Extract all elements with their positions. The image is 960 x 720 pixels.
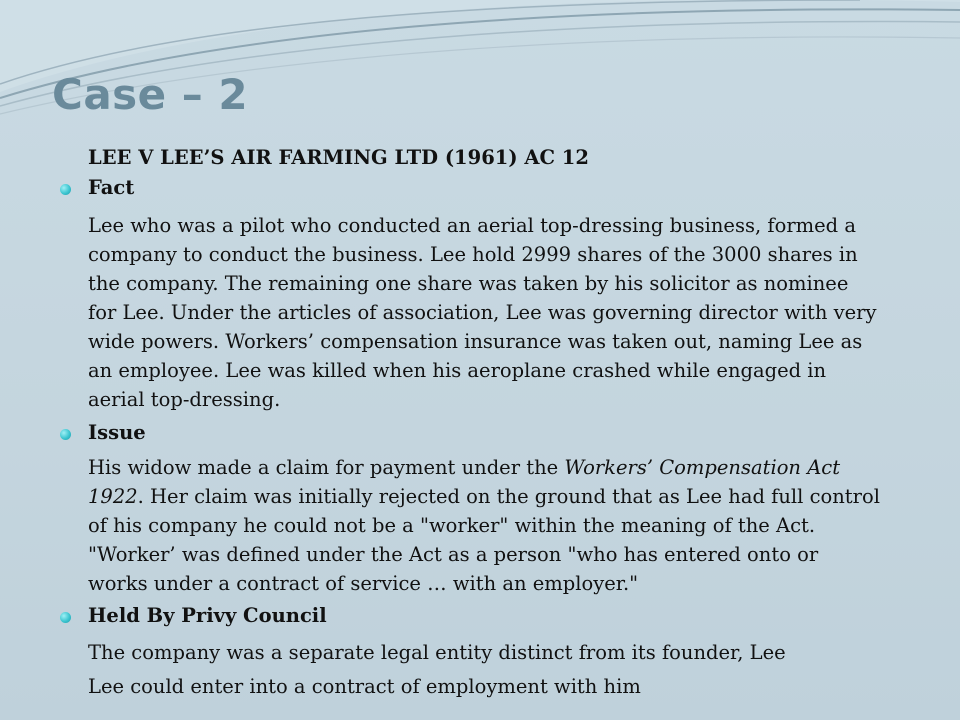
held-line: Lee could enter into a contract of employment with him xyxy=(88,675,641,698)
fact-line: wide powers. Workers’ compensation insurance was taken out, naming Lee as xyxy=(88,330,863,353)
bullet-icon xyxy=(60,184,71,195)
bullet-icon xyxy=(60,612,71,623)
issue-line: of his company he could not be a "worker" within the meaning of the Act. xyxy=(88,514,816,537)
section-heading-fact: Fact xyxy=(88,176,135,199)
fact-line: company to conduct the business. Lee hold 2999 shares of the 3000 shares in xyxy=(88,243,858,266)
slide-title: Case – 2 xyxy=(52,70,249,119)
fact-line: Lee who was a pilot who conducted an aerial top-dressing business, formed a xyxy=(88,214,856,237)
section-heading-held: Held By Privy Council xyxy=(88,604,327,627)
issue-line: works under a contract of service … with an employer." xyxy=(88,572,639,595)
fact-line: an employee. Lee was killed when his aeroplane crashed while engaged in xyxy=(88,359,827,382)
bullet-icon xyxy=(60,429,71,440)
case-name: LEE V LEE’S AIR FARMING LTD (1961) AC 12 xyxy=(88,146,589,169)
issue-line: His widow made a claim for payment under the Workers’ Compensation Act xyxy=(88,456,841,479)
issue-line: 1922. Her claim was initially rejected on the ground that as Lee had full control xyxy=(88,485,880,508)
issue-line: "Worker’ was defined under the Act as a person "who has entered onto or xyxy=(88,543,819,566)
fact-line: the company. The remaining one share was taken by his solicitor as nominee xyxy=(88,272,849,295)
fact-line: aerial top-dressing. xyxy=(88,388,281,411)
fact-line: for Lee. Under the articles of association, Lee was governing director with very xyxy=(88,301,877,324)
section-heading-issue: Issue xyxy=(88,421,146,444)
held-line: The company was a separate legal entity distinct from its founder, Lee xyxy=(88,641,786,664)
